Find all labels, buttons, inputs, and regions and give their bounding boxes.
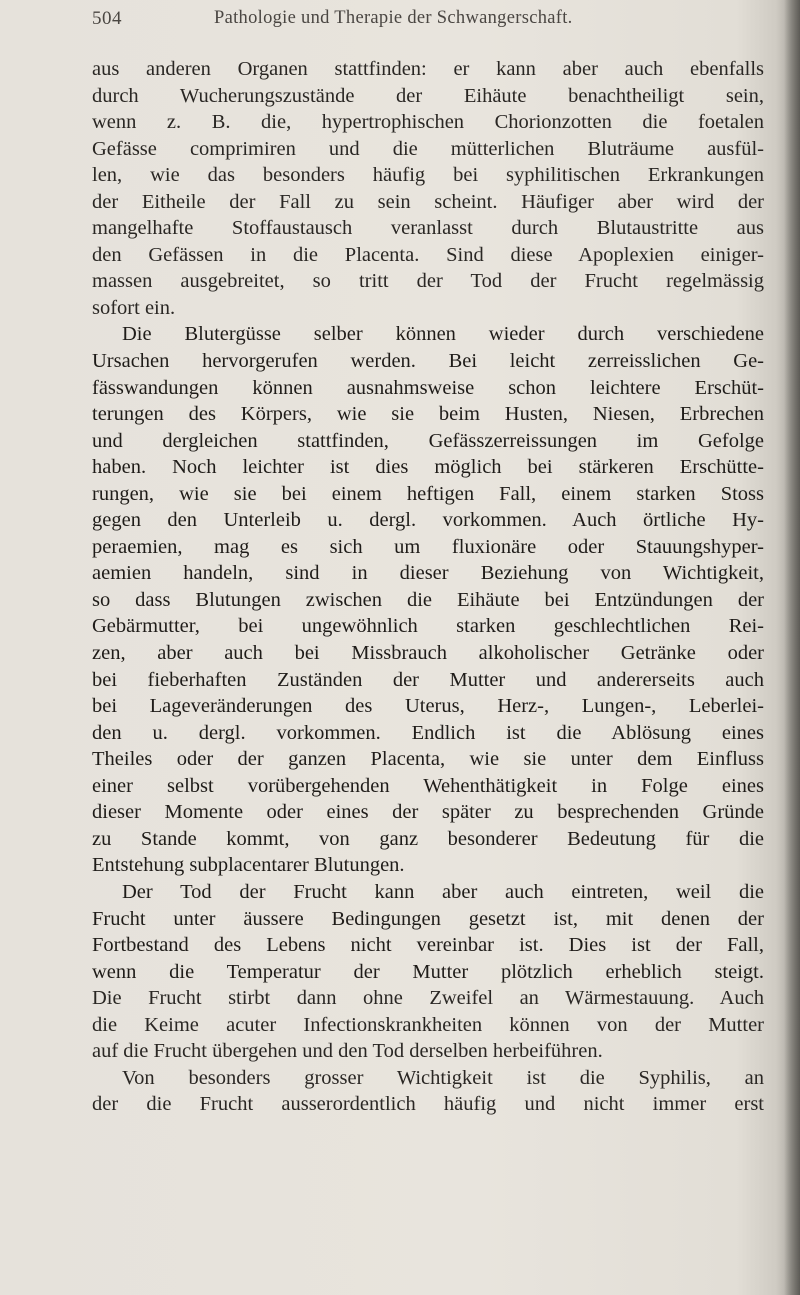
- paragraph-start-line: Der Tod der Frucht kann aber auch eintreten, weil die: [122, 880, 764, 903]
- paragraph-start-line: Von besonders grosser Wichtigkeit ist die Syphilis, an: [122, 1066, 764, 1089]
- text-line: Fortbestand des Lebens nicht vereinbar ist. Dies ist der Fall,: [92, 934, 764, 957]
- text-line: Ursachen hervorgerufen werden. Bei leicht zerreisslichen Ge-: [92, 350, 764, 373]
- text-line: zu Stande kommt, von ganz besonderer Bedeutung für die: [92, 827, 764, 850]
- text-line: wenn z. B. die, hypertrophischen Chorionzotten die foetalen: [92, 111, 764, 134]
- text-line: einer selbst vorübergehenden Wehenthätigkeit in Folge eines: [92, 774, 764, 797]
- text-line: bei Lageveränderungen des Uterus, Herz-, Lungen-, Leberlei-: [92, 695, 764, 718]
- page-number: 504: [92, 8, 122, 29]
- text-line: peraemien, mag es sich um fluxionäre oder Stauungshyper-: [92, 535, 764, 558]
- text-line: und dergleichen stattfinden, Gefässzerreissungen im Gefolge: [92, 429, 764, 452]
- text-line: fässwandungen können ausnahmsweise schon leichtere Erschüt-: [92, 376, 764, 399]
- paragraph-end-line: Entstehung subplacentarer Blutungen.: [92, 854, 405, 877]
- text-line: aus anderen Organen stattfinden: er kann aber auch ebenfalls: [92, 58, 764, 80]
- text-line: bei fieberhaften Zuständen der Mutter und andererseits auch: [92, 668, 764, 691]
- page-edge-shadow: [784, 0, 800, 1295]
- paragraph-end-line: sofort ein.: [92, 296, 176, 319]
- text-line: so dass Blutungen zwischen die Eihäute bei Entzündungen der: [92, 588, 764, 611]
- text-line: wenn die Temperatur der Mutter plötzlich erheblich steigt.: [92, 960, 764, 983]
- text-line: rungen, wie sie bei einem heftigen Fall, einem starken Stoss: [92, 482, 764, 505]
- body-text: [92, 56, 764, 1118]
- text-line: Theiles oder der ganzen Placenta, wie sie unter dem Einfluss: [92, 748, 764, 771]
- paragraph-start-line: Die Blutergüsse selber können wieder durch verschiedene: [122, 323, 764, 346]
- text-line: Gebärmutter, bei ungewöhnlich starken geschlechtlichen Rei-: [92, 615, 764, 638]
- text-line: gegen den Unterleib u. dergl. vorkommen. Auch örtliche Hy-: [92, 509, 764, 532]
- text-line: mangelhafte Stoffaustausch veranlasst durch Blutaustritte aus: [92, 217, 764, 240]
- text-line: die Keime acuter Infectionskrankheiten können von der Mutter: [92, 1013, 764, 1036]
- text-line: den u. dergl. vorkommen. Endlich ist die Ablösung eines: [92, 721, 764, 744]
- text-line: durch Wucherungszustände der Eihäute benachtheiligt sein,: [92, 84, 764, 107]
- text-line: terungen des Körpers, wie sie beim Husten, Niesen, Erbrechen: [92, 403, 764, 426]
- text-line: Gefässe comprimiren und die mütterlichen Bluträume ausfül-: [92, 137, 764, 160]
- page-header: [92, 4, 712, 38]
- text-line: der die Frucht ausserordentlich häufig und nicht immer erst: [92, 1093, 764, 1116]
- text-line: aemien handeln, sind in dieser Beziehung von Wichtigkeit,: [92, 562, 764, 585]
- text-line: Die Frucht stirbt dann ohne Zweifel an Wärmestauung. Auch: [92, 987, 764, 1010]
- text-line: dieser Momente oder eines der später zu besprechenden Gründe: [92, 801, 764, 824]
- running-head: Pathologie und Therapie der Schwangerschaft.: [214, 8, 573, 28]
- text-line: der Eitheile der Fall zu sein scheint. Häufiger aber wird der: [92, 190, 764, 213]
- text-line: zen, aber auch bei Missbrauch alkoholischer Getränke oder: [92, 642, 764, 665]
- text-line: haben. Noch leichter ist dies möglich bei stärkeren Erschütte-: [92, 456, 764, 479]
- paragraph-end-line: auf die Frucht übergehen und den Tod derselben herbeiführen.: [92, 1040, 603, 1063]
- text-line: massen ausgebreitet, so tritt der Tod der Frucht regelmässig: [92, 270, 764, 293]
- text-line: len, wie das besonders häufig bei syphilitischen Erkrankungen: [92, 164, 764, 187]
- text-line: den Gefässen in die Placenta. Sind diese Apoplexien einiger-: [92, 243, 764, 266]
- text-line: Frucht unter äussere Bedingungen gesetzt ist, mit denen der: [92, 907, 764, 930]
